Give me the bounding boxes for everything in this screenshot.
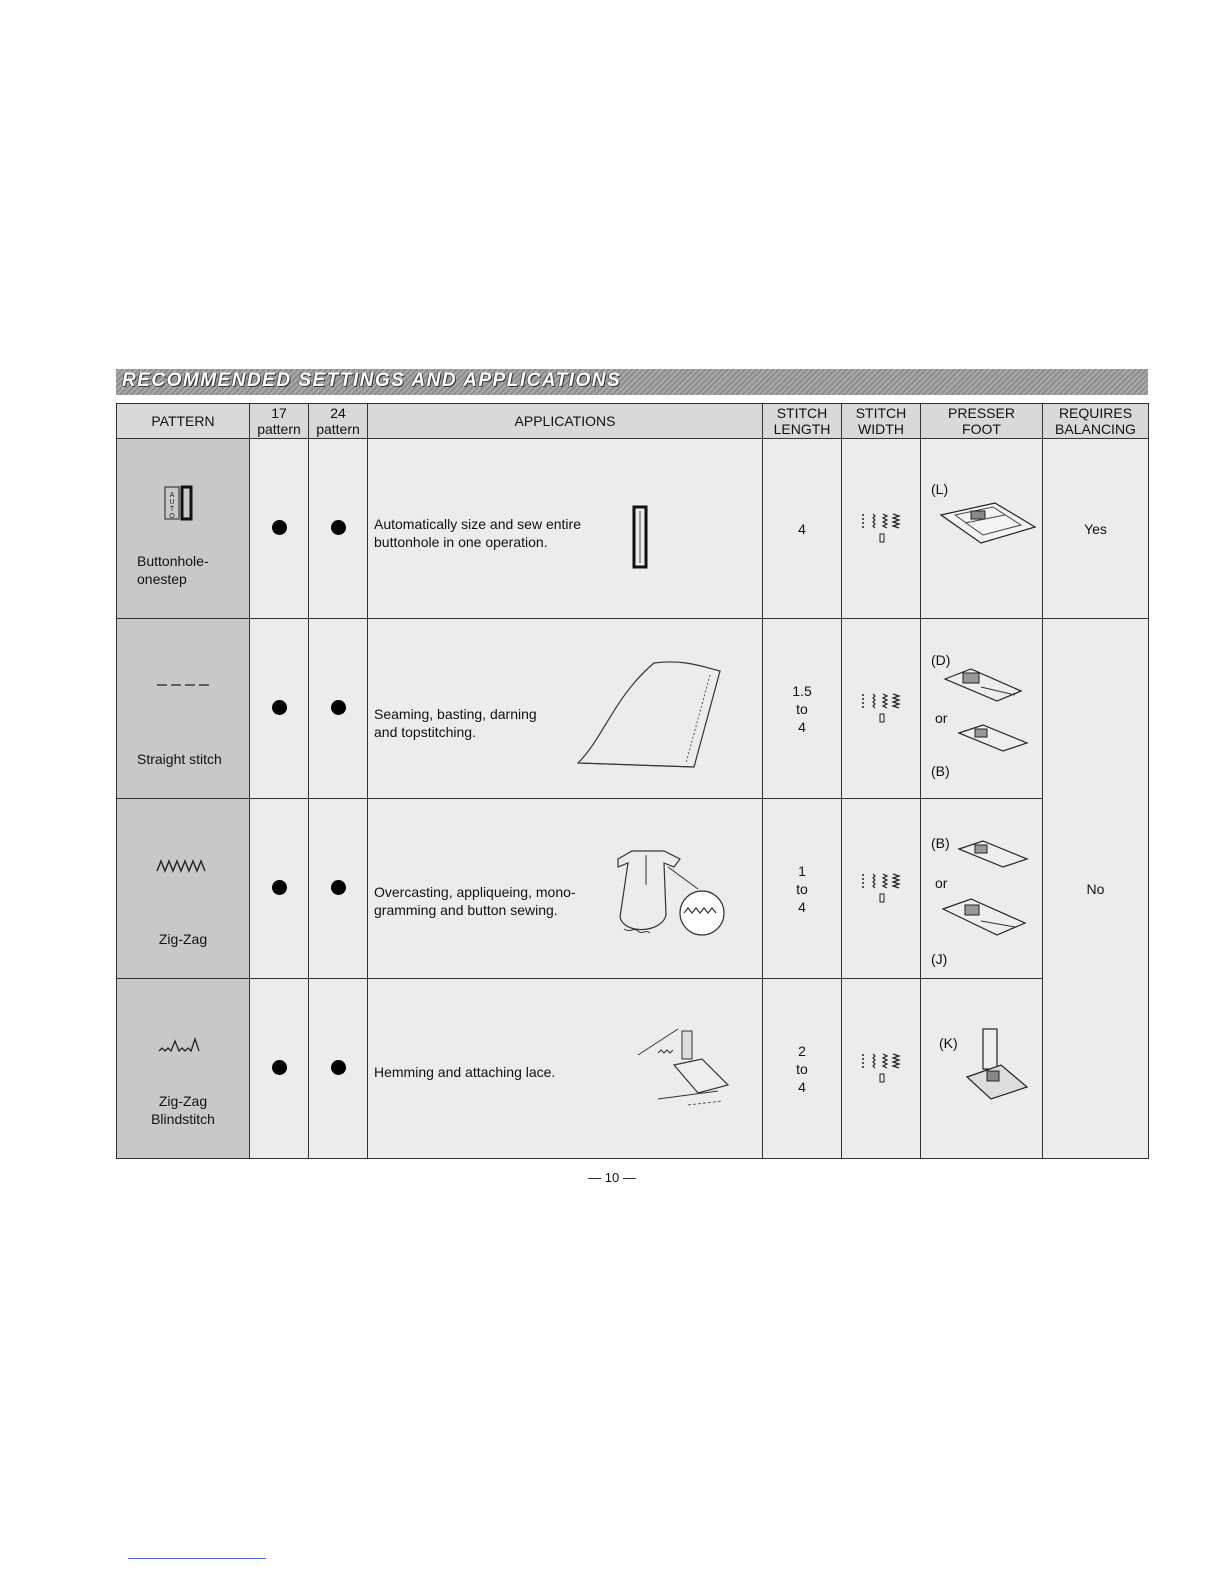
stitch-width bbox=[842, 619, 921, 799]
header-requires-balancing: REQUIRES BALANCING bbox=[1043, 404, 1149, 439]
stitch-length: 2 to 4 bbox=[763, 979, 842, 1159]
foot-label: (L) bbox=[931, 481, 949, 497]
svg-text:U: U bbox=[169, 499, 175, 506]
fabric-seam-illustration bbox=[574, 657, 724, 769]
pattern-cell bbox=[117, 979, 250, 1159]
stitch-width bbox=[842, 979, 921, 1159]
stitch-width bbox=[842, 799, 921, 979]
blindstitch-icon bbox=[117, 1025, 249, 1065]
auto-buttonhole-icon bbox=[117, 485, 249, 525]
zigzag-stitch-icon bbox=[117, 845, 249, 885]
pattern-17-dot bbox=[250, 799, 309, 979]
straight-stitch-icon bbox=[117, 665, 249, 705]
foot-or: or bbox=[935, 875, 948, 891]
stitch-width-dial-icon bbox=[851, 870, 911, 904]
foot-label: (J) bbox=[931, 951, 948, 967]
buttonhole-illustration bbox=[630, 505, 650, 569]
stitch-width-dial-icon bbox=[851, 1050, 911, 1084]
foot-label: (D) bbox=[931, 652, 951, 668]
foot-label: (B) bbox=[931, 763, 950, 779]
section-banner bbox=[116, 369, 1148, 395]
requires-balancing: Yes bbox=[1043, 439, 1149, 619]
svg-text:O: O bbox=[169, 513, 175, 520]
settings-table bbox=[116, 403, 1149, 1159]
table-row bbox=[117, 619, 1149, 799]
foot-label: (K) bbox=[939, 1035, 958, 1051]
pattern-cell bbox=[117, 619, 250, 799]
table-row bbox=[117, 439, 1149, 619]
stitch-width-dial-icon bbox=[851, 510, 911, 544]
application-cell: Automatically size and sew entire buttonhole in one operation. bbox=[368, 439, 763, 619]
header-stitch-width: STITCH WIDTH bbox=[842, 404, 921, 439]
pattern-17-dot bbox=[250, 439, 309, 619]
presser-foot-d-icon bbox=[941, 665, 1025, 705]
pattern-cell bbox=[117, 439, 250, 619]
presser-foot-cell bbox=[921, 979, 1043, 1159]
header-pattern: PATTERN bbox=[117, 404, 250, 439]
stitch-width bbox=[842, 439, 921, 619]
header-24-pattern: 24 pattern bbox=[309, 404, 368, 439]
pattern-name: Zig-Zag bbox=[158, 931, 208, 947]
presser-foot-b-icon bbox=[955, 837, 1031, 871]
pattern-name: Buttonhole- onestep bbox=[137, 553, 209, 587]
foot-or: or bbox=[935, 710, 948, 726]
stitch-length: 1 to 4 bbox=[763, 799, 842, 979]
pattern-24-dot bbox=[309, 979, 368, 1159]
requires-balancing: No bbox=[1043, 619, 1149, 1159]
pattern-24-dot bbox=[309, 619, 368, 799]
table-row bbox=[117, 799, 1149, 979]
stitch-length: 4 bbox=[763, 439, 842, 619]
page-number: — 10 — bbox=[588, 1170, 636, 1185]
header-stitch-length: STITCH LENGTH bbox=[763, 404, 842, 439]
header-applications: APPLICATIONS bbox=[368, 404, 763, 439]
section-title: RECOMMENDED SETTINGS AND APPLICATIONS bbox=[122, 370, 622, 391]
application-cell: Hemming and attaching lace. bbox=[368, 979, 763, 1159]
table-row bbox=[117, 979, 1149, 1159]
footer-rule bbox=[128, 1558, 266, 1559]
header-17-pattern: 17 pattern bbox=[250, 404, 309, 439]
presser-foot-l-icon bbox=[935, 497, 1039, 547]
header-presser-foot: PRESSER FOOT bbox=[921, 404, 1043, 439]
header-row bbox=[117, 404, 1149, 439]
presser-foot-cell bbox=[921, 799, 1043, 979]
stitch-length: 1.5 to 4 bbox=[763, 619, 842, 799]
pattern-24-dot bbox=[309, 439, 368, 619]
pattern-17-dot bbox=[250, 619, 309, 799]
application-cell: Seaming, basting, darning and topstitching. bbox=[368, 619, 763, 799]
presser-foot-cell bbox=[921, 619, 1043, 799]
pattern-cell bbox=[117, 799, 250, 979]
pattern-24-dot bbox=[309, 799, 368, 979]
presser-foot-cell bbox=[921, 439, 1043, 619]
baby-garment-illustration bbox=[604, 845, 734, 945]
presser-foot-k-icon bbox=[961, 1025, 1031, 1105]
application-cell: Overcasting, appliqueing, mono- gramming and button sewing. bbox=[368, 799, 763, 979]
pattern-17-dot bbox=[250, 979, 309, 1159]
pattern-name: Zig-Zag Blindstitch bbox=[151, 1093, 215, 1127]
stitch-width-dial-icon bbox=[851, 690, 911, 724]
pattern-name: Straight stitch bbox=[137, 751, 222, 767]
svg-text:T: T bbox=[169, 506, 175, 513]
hemming-illustration bbox=[618, 1025, 738, 1115]
presser-foot-b-icon bbox=[955, 721, 1031, 755]
foot-label: (B) bbox=[931, 835, 950, 851]
svg-text:A: A bbox=[169, 492, 175, 499]
presser-foot-j-icon bbox=[939, 895, 1029, 939]
